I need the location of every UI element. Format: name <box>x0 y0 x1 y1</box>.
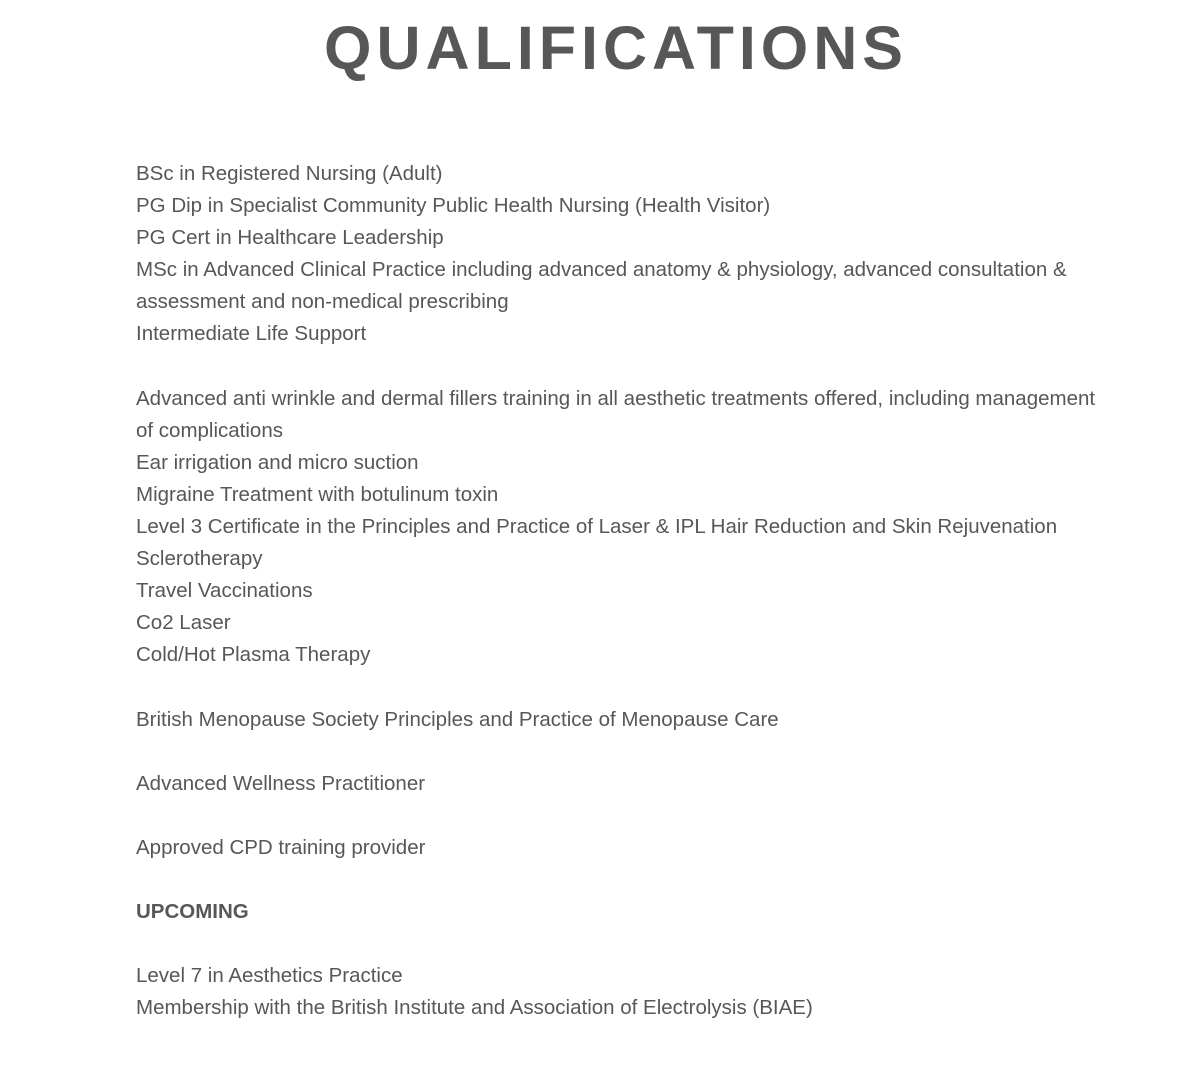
list-item: Cold/Hot Plasma Therapy <box>136 643 371 667</box>
list-item: Migraine Treatment with botulinum toxin <box>136 482 499 506</box>
menopause-qualification: British Menopause Society Principles and Practice of Menopause Care <box>136 707 779 731</box>
spacer <box>136 736 1096 768</box>
list-item: Ear irrigation and micro suction <box>136 450 419 474</box>
spacer <box>136 351 1096 383</box>
list-item: PG Dip in Specialist Community Public Health Nursing (Health Visitor) <box>136 194 771 218</box>
list-item: Intermediate Life Support <box>136 322 367 346</box>
aesthetics-qualifications-list <box>136 383 1096 672</box>
list-item: Travel Vaccinations <box>136 579 313 603</box>
spacer <box>136 800 1096 832</box>
qualifications-content <box>136 158 1096 1025</box>
wellness-qualification: Advanced Wellness Practitioner <box>136 771 426 795</box>
upcoming-heading: UPCOMING <box>136 900 249 924</box>
list-item: Level 7 in Aesthetics Practice <box>136 964 403 988</box>
spacer <box>136 928 1096 960</box>
list-item: BSc in Registered Nursing (Adult) <box>136 162 443 185</box>
upcoming-list <box>136 960 1096 1024</box>
cpd-qualification: Approved CPD training provider <box>136 835 426 859</box>
list-item: Co2 Laser <box>136 611 231 635</box>
spacer <box>136 672 1096 704</box>
list-item: Advanced anti wrinkle and dermal fillers training in all aesthetic treatments offered, including management of complications <box>136 386 1096 442</box>
nursing-qualifications-list <box>136 158 1096 351</box>
list-item: Sclerotherapy <box>136 547 263 571</box>
list-item: PG Cert in Healthcare Leadership <box>136 226 444 250</box>
list-item: Level 3 Certificate in the Principles and Practice of Laser & IPL Hair Reduction and Skin Rejuvenation <box>136 515 1058 539</box>
list-item: MSc in Advanced Clinical Practice including advanced anatomy & physiology, advanced consultation & assessment and non-medical prescribing <box>136 258 1067 314</box>
spacer <box>136 864 1096 896</box>
list-item: Membership with the British Institute and Association of Electrolysis (BIAE) <box>136 996 813 1020</box>
page-title: QUALIFICATIONS <box>324 14 908 82</box>
